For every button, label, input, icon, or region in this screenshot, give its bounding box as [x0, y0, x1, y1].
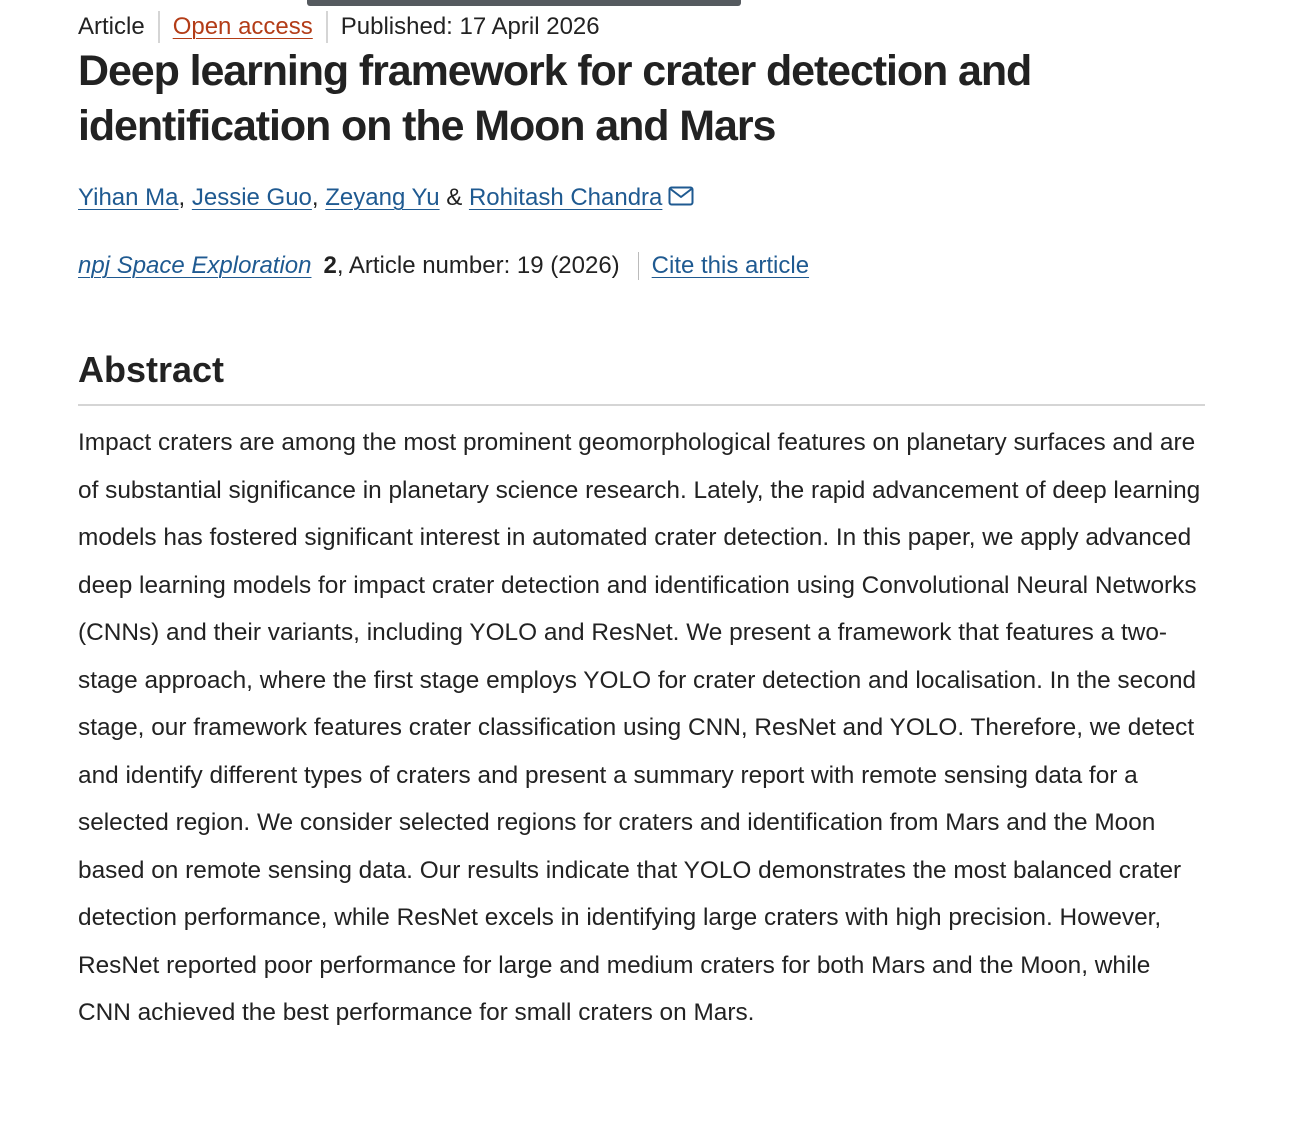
journal-link[interactable]: npj Space Exploration — [78, 252, 312, 279]
article-number: , Article number: 19 (2026) — [336, 252, 620, 279]
citation-divider — [638, 252, 639, 280]
article-meta — [78, 10, 600, 44]
open-access-link[interactable]: Open access — [172, 13, 313, 40]
author-link[interactable]: Yihan Ma — [78, 184, 179, 211]
abstract-divider — [78, 404, 1205, 406]
author-separator: , — [311, 184, 319, 211]
author-separator: , — [178, 184, 186, 211]
envelope-icon[interactable] — [668, 183, 694, 203]
journal-volume: 2 — [323, 252, 337, 279]
cite-article-link[interactable]: Cite this article — [651, 252, 810, 279]
author-ampersand: & — [446, 184, 463, 211]
published-date: Published: 17 April 2026 — [340, 13, 600, 40]
author-link[interactable]: Zeyang Yu — [325, 184, 440, 211]
article-title: Deep learning framework for crater detection and identification on the Moon and Mars — [78, 47, 1032, 150]
abstract-text: Impact craters are among the most prominent geomorphological features on planetary surfaces and are of substantial significance in planetary science research. Lately, the rapid advancement of deep learning models has fostered significant interest in automated crater detection. In this paper, we apply advanced deep learning models for impact crater detection and identification using Convolutional Neural Networks (CNNs) and their variants, including YOLO and ResNet. We present a framework that features a two-stage approach, where the first stage employs YOLO for crater detection and localisation. In the second stage, our framework features crater classification using CNN, ResNet and YOLO. Therefore, we detect and identify different types of craters and present a summary report with remote sensing data for a selected region. We consider selected regions for craters and identification from Mars and the Moon based on remote sensing data. Our results indicate that YOLO demonstrates the most balanced crater detection performance, while ResNet excels in identifying large craters with high precision. However, ResNet reported poor performance for large and medium craters for both Mars and the Moon, while CNN achieved the best performance for small craters on Mars. — [78, 429, 1201, 1026]
browser-overlay-tab — [307, 0, 741, 6]
meta-divider — [326, 11, 328, 43]
author-link[interactable]: Jessie Guo — [191, 184, 312, 211]
abstract-heading: Abstract — [78, 349, 225, 390]
article-type: Article — [78, 13, 145, 40]
meta-divider — [158, 11, 160, 43]
author-list — [78, 182, 694, 214]
citation-line — [78, 250, 809, 282]
author-link[interactable]: Rohitash Chandra — [468, 184, 663, 211]
